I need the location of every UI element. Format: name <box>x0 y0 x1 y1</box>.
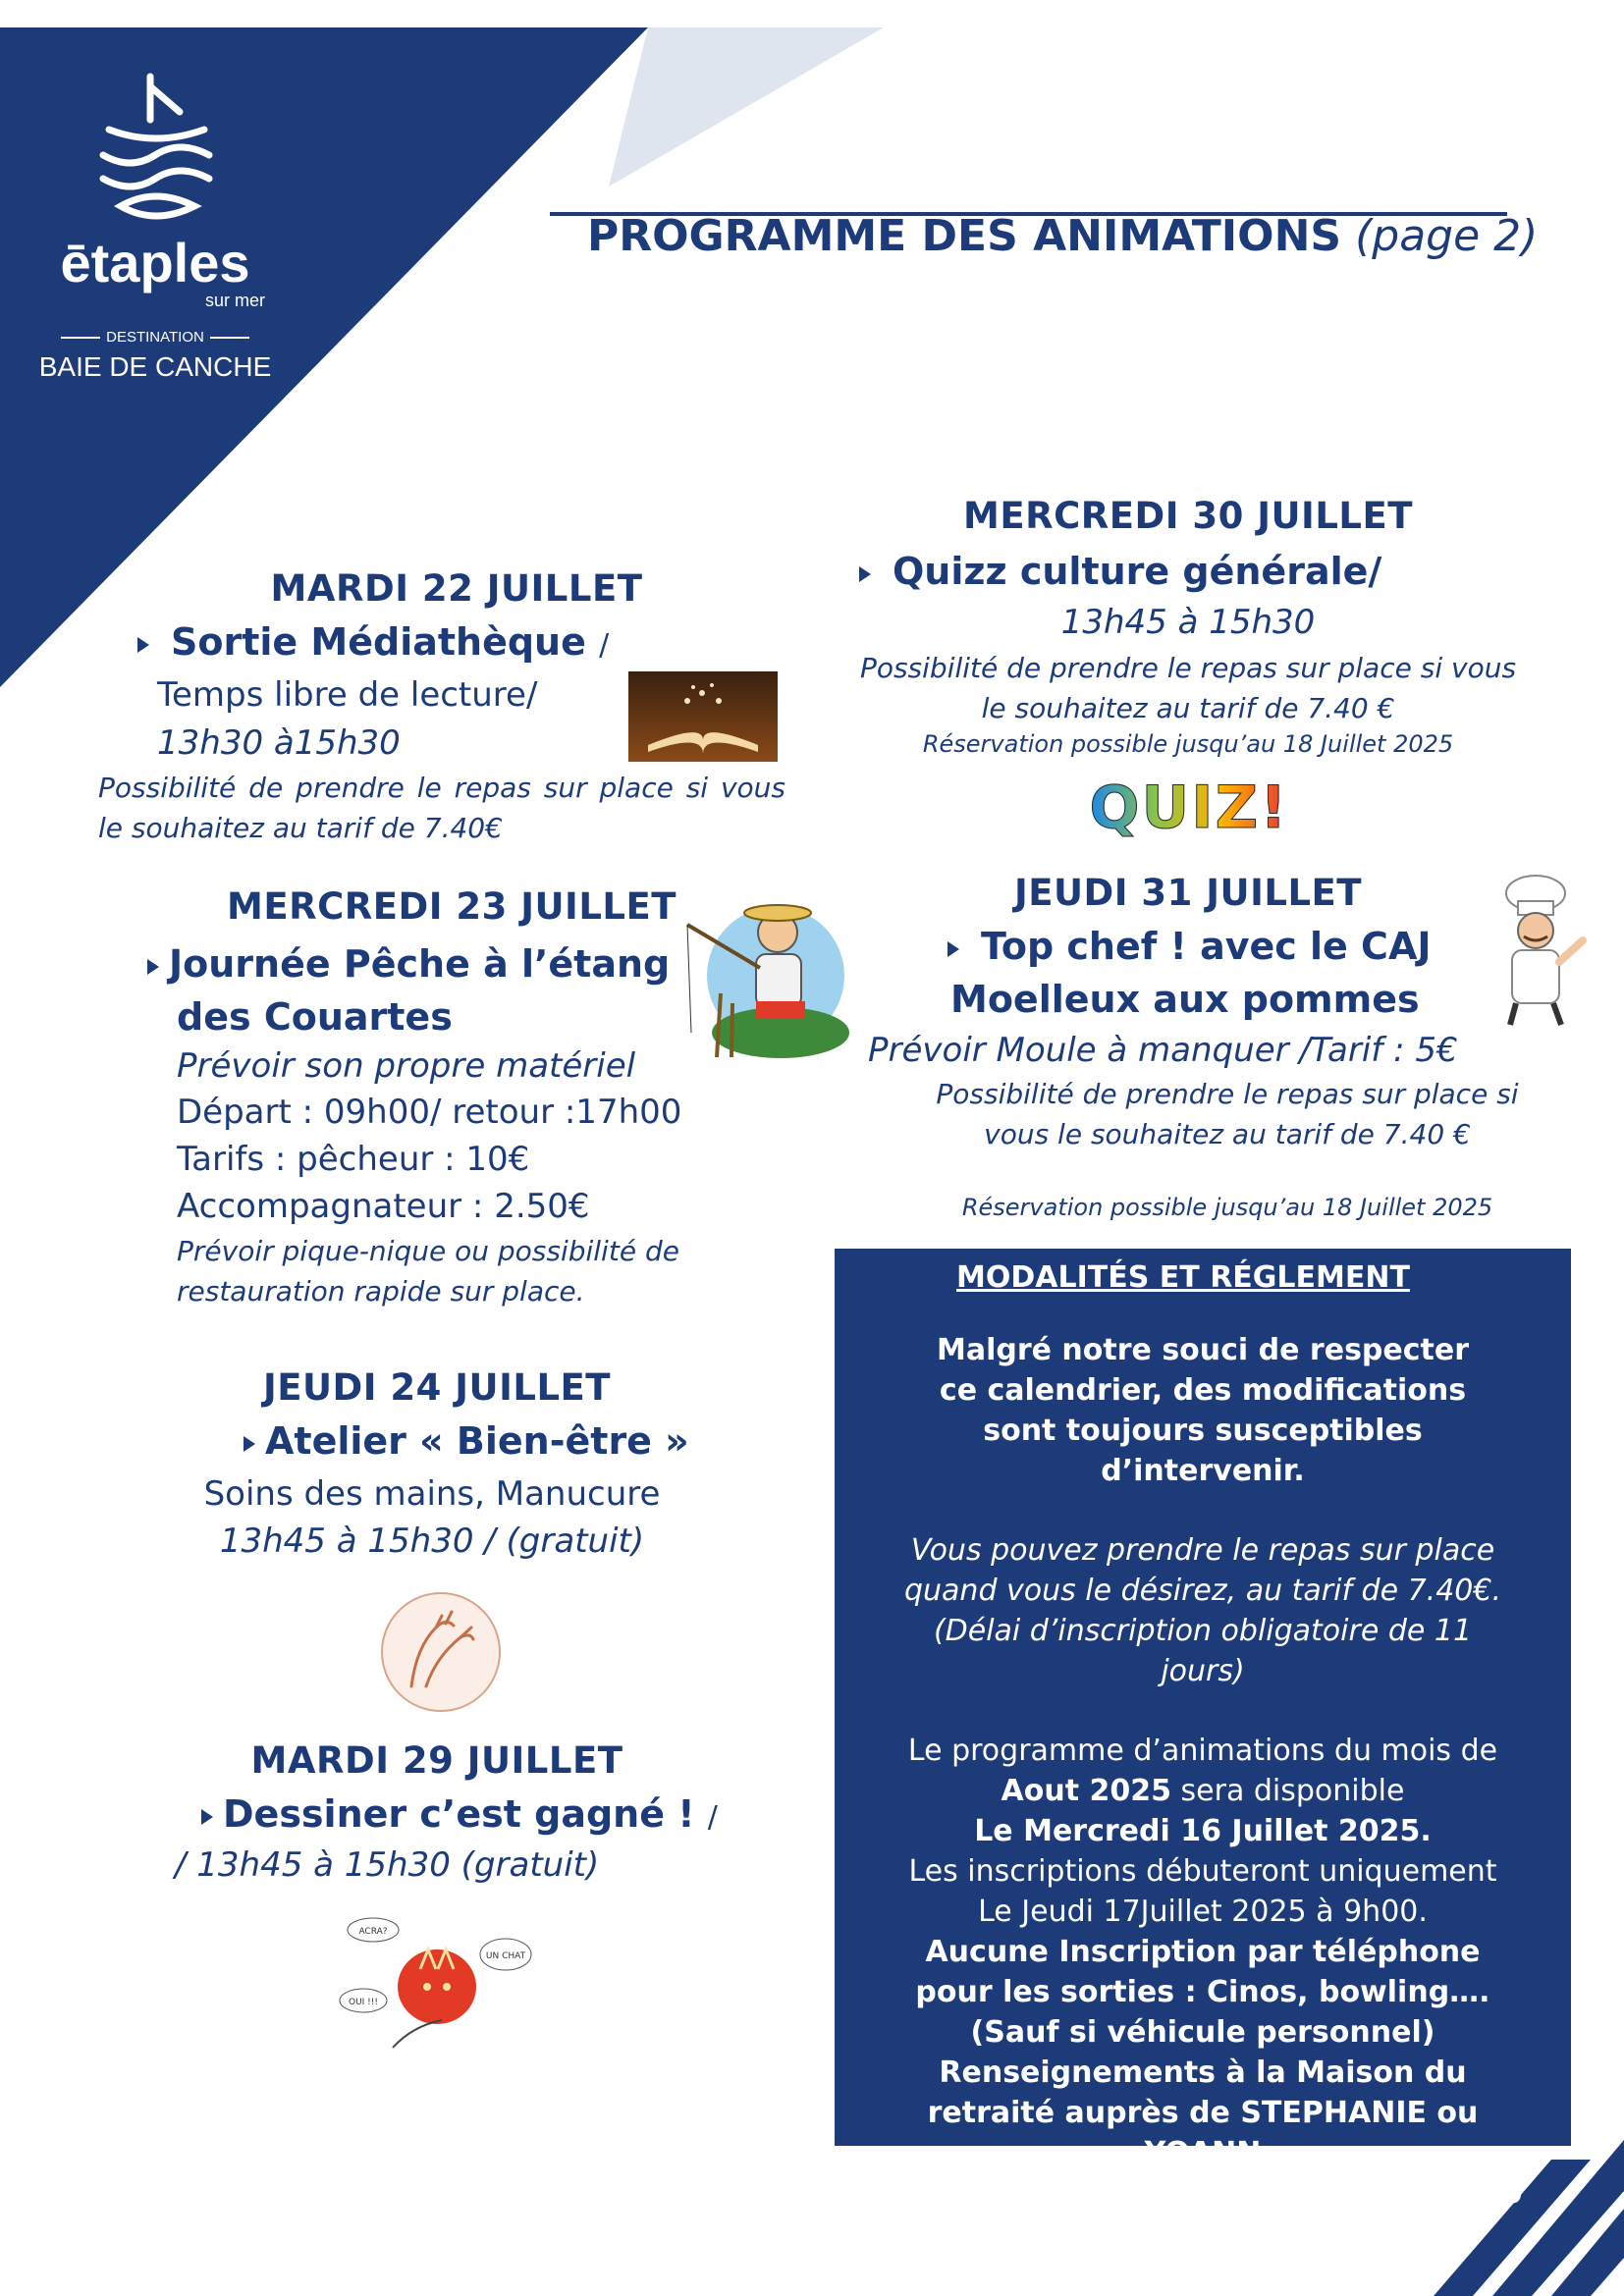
modalites-p4: Aucune Inscription par téléphone pour les sorties : Cinos, bowling…. <box>915 1935 1490 2009</box>
modalites-p7: Tél : 03.21.89.95.71 ou 06.72.94.22.00 <box>883 2176 1523 2211</box>
bubble-2: UN CHAT <box>485 1951 526 1961</box>
modalites-box <box>835 1249 1571 2211</box>
event-title-jeudi31: Top chef ! avec le CAJ <box>947 925 1432 968</box>
bullet-arrow-icon <box>201 1809 213 1825</box>
boat-fish-logo-icon <box>81 69 229 236</box>
event-line-mercredi23-3: Tarifs : pêcheur : 10€ <box>177 1140 530 1179</box>
logo-destination: DESTINATION <box>27 329 283 346</box>
book-image <box>628 671 778 762</box>
hands-image <box>377 1588 505 1716</box>
bubble-1: ACRA? <box>358 1927 388 1937</box>
logo-sub-text: sur mer <box>204 291 265 310</box>
modalites-p6: Renseignements à la Maison du retraité auprès de STEPHANIE ou YOANN <box>927 2056 1479 2170</box>
logo-main-text: ētaples <box>60 232 250 294</box>
event-title-jeudi31-2: Moelleux aux pommes <box>950 978 1420 1021</box>
day-heading-mercredi23: MERCREDI 23 JUILLET <box>227 885 677 928</box>
event-line-jeudi31-1: Prévoir Moule à manquer /Tarif : 5€ <box>868 1031 1458 1070</box>
day-heading-jeudi31: JEUDI 31 JUILLET <box>1013 872 1363 914</box>
modalites-heading: MODALITÉS ET RÉGLEMENT <box>956 1260 1410 1295</box>
bullet-arrow-icon <box>137 637 149 653</box>
event-note-mercredi23: Prévoir pique-nique ou possibilité de restauration rapide sur place. <box>177 1235 679 1308</box>
event-note-mardi22: Possibilité de prendre le repas sur place si vous le souhaitez au tarif de 7.40€ <box>98 772 785 844</box>
event-line-mardi22-1: Temps libre de lecture/ <box>157 675 538 715</box>
drawing-game-image <box>334 1910 540 2057</box>
quiz-image: QUIZ! <box>1089 774 1289 842</box>
event-small-jeudi31: Réservation possible jusqu’au 18 Juillet 2025 <box>961 1194 1493 1221</box>
event-title-mercredi23-2: des Couartes <box>177 995 453 1039</box>
chef-image <box>1477 872 1595 1029</box>
event-note-mercredi30: Possibilité de prendre le repas sur place si vous le souhaitez au tarif de 7.40 € <box>859 652 1517 724</box>
modalites-p2: Vous pouvez prendre le repas sur place quand vous le désirez, au tarif de 7.40€. (Délai d’inscription obligatoire de 11 jours) <box>903 1533 1502 1688</box>
event-line-mardi22-2: 13h30 à15h30 <box>157 723 401 763</box>
event-line-mercredi30-1: 13h45 à 15h30 <box>1060 603 1316 642</box>
day-heading-mercredi30: MERCREDI 30 JUILLET <box>963 495 1413 537</box>
event-note-jeudi31: Possibilité de prendre le repas sur place si vous le souhaitez au tarif de 7.40 € <box>936 1078 1519 1150</box>
event-title-mardi22: Sortie Médiathèque / <box>137 620 609 664</box>
logo <box>27 59 283 393</box>
fisherman-image <box>677 885 854 1062</box>
event-title-mercredi23: Journée Pêche à l’étang <box>147 942 670 986</box>
day-heading-mardi29: MARDI 29 JUILLET <box>250 1739 623 1782</box>
event-line-jeudi24-2: 13h45 à 15h30 / (gratuit) <box>219 1522 645 1561</box>
page-title <box>587 211 1538 261</box>
day-heading-mardi22: MARDI 22 JUILLET <box>270 567 643 610</box>
page-title-main: PROGRAMME DES ANIMATIONS <box>587 211 1342 261</box>
event-line-mercredi23-1: Prévoir son propre matériel <box>177 1046 636 1086</box>
page-title-page: (page 2) <box>1355 211 1539 261</box>
event-line-jeudi24-1: Soins des mains, Manucure <box>203 1474 661 1514</box>
event-small-mercredi30: Réservation possible jusqu’au 18 Juillet 2025 <box>922 730 1454 758</box>
event-title-mercredi30: Quizz culture générale/ <box>859 550 1381 593</box>
bullet-arrow-icon <box>244 1436 255 1452</box>
event-title-jeudi24: Atelier « Bien-être » <box>244 1419 689 1463</box>
modalites-p3: Le programme d’animations du mois de Aout 2025 sera disponible Le Mercredi 16 Juillet 2025. Les inscriptions débuteront uniquement Le Jeudi 17Juillet 2025 à 9h00. <box>907 1734 1498 1929</box>
logo-baie-text: BAIE DE CANCHE <box>38 351 272 382</box>
bubble-3: OUI !!! <box>348 1998 379 2007</box>
event-line-mardi29-1: / 13h45 à 15h30 (gratuit) <box>175 1845 600 1885</box>
event-title-mardi29: Dessiner c’est gagné ! / <box>201 1792 718 1836</box>
bullet-arrow-icon <box>947 941 959 957</box>
modalites-p1: Malgré notre souci de respecter ce calendrier, des modifications sont toujours susceptibles d’intervenir. <box>936 1333 1470 1488</box>
bullet-arrow-icon <box>859 566 871 582</box>
bullet-arrow-icon <box>147 959 159 975</box>
event-line-mercredi23-2: Départ : 09h00/ retour :17h00 <box>177 1093 682 1132</box>
event-line-mercredi23-4: Accompagnateur : 2.50€ <box>177 1187 590 1226</box>
modalites-p5: (Sauf si véhicule personnel) <box>970 2015 1435 2050</box>
day-heading-jeudi24: JEUDI 24 JUILLET <box>262 1366 612 1409</box>
